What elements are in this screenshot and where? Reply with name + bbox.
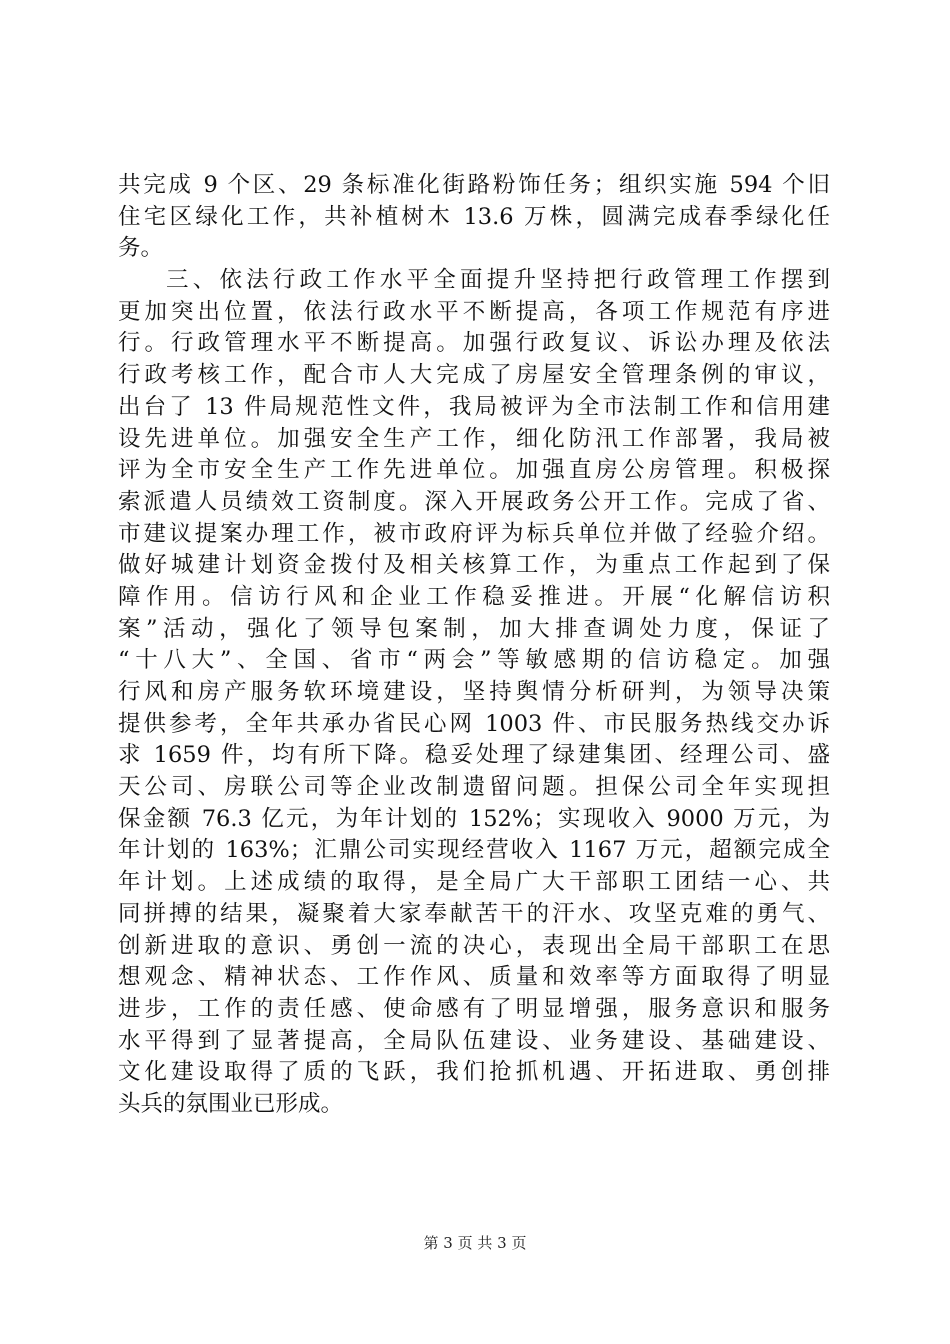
text-line: 出台了 13 件局规范性文件，我局被评为全市法制工作和信用建 (118, 393, 830, 420)
text-line: 年计划。上述成绩的取得，是全局广大干部职工团结一心、共 (118, 869, 830, 896)
text-line: 想观念、精神状态、工作作风、质量和效率等方面取得了明显 (118, 964, 830, 991)
text-line: 设先进单位。加强安全生产工作，细化防汛工作部署，我局被 (118, 425, 830, 452)
text-line: 求 1659 件，均有所下降。稳妥处理了绿建集团、经理公司、盛 (118, 742, 830, 769)
text-line: 住宅区绿化工作，共补植树木 13.6 万株，圆满完成春季绿化任 (118, 203, 830, 230)
text-line: 障作用。信访行风和企业工作稳妥推进。开展“化解信访积 (118, 583, 830, 610)
text-line: 做好城建计划资金拨付及相关核算工作，为重点工作起到了保 (118, 552, 830, 579)
text-line: 行政考核工作，配合市人大完成了房屋安全管理条例的审议， (118, 362, 830, 389)
text-line: 创新进取的意识、勇创一流的决心，表现出全局干部职工在思 (118, 932, 830, 959)
paragraph-start-line: 三、依法行政工作水平全面提升坚持把行政管理工作摆到 (166, 267, 830, 294)
text-line: 索派遣人员绩效工资制度。深入开展政务公开工作。完成了省、 (118, 488, 830, 515)
text-line: 水平得到了显著提高，全局队伍建设、业务建设、基础建设、 (118, 1027, 830, 1054)
text-line: 案”活动，强化了领导包案制，加大排查调处力度，保证了 (118, 615, 830, 642)
text-line: 头兵的氛围业已形成。 (118, 1090, 344, 1117)
text-line: 更加突出位置，依法行政水平不断提高，各项工作规范有序进 (118, 298, 830, 325)
document-body (118, 170, 830, 1121)
text-line: 行风和房产服务软环境建设，坚持舆情分析研判，为领导决策 (118, 679, 830, 705)
text-line: 行。行政管理水平不断提高。加强行政复议、诉讼办理及依法 (118, 330, 830, 357)
text-line: 天公司、房联公司等企业改制遗留问题。担保公司全年实现担 (118, 774, 830, 801)
text-line: 保金额 76.3 亿元，为年计划的 152%；实现收入 9000 万元，为 (118, 805, 830, 832)
text-line: 年计划的 163%；汇鼎公司实现经营收入 1167 万元，超额完成全 (118, 837, 830, 864)
text-line: 评为全市安全生产工作先进单位。加强直房公房管理。积极探 (118, 457, 830, 484)
text-line: 同拼搏的结果，凝聚着大家奉献苦干的汗水、攻坚克难的勇气、 (118, 900, 830, 927)
text-line: 提供参考，全年共承办省民心网 1003 件、市民服务热线交办诉 (118, 710, 830, 737)
page-number-footer: 第 3 页 共 3 页 (423, 1234, 527, 1252)
text-line: 进步，工作的责任感、使命感有了明显增强，服务意识和服务 (118, 995, 830, 1022)
text-line: 共完成 9 个区、29 条标准化街路粉饰任务；组织实施 594 个旧 (118, 172, 830, 198)
text-line: 市建议提案办理工作，被市政府评为标兵单位并做了经验介绍。 (118, 520, 830, 547)
text-line: 文化建设取得了质的飞跃，我们抢抓机遇、开拓进取、勇创排 (118, 1059, 830, 1086)
text-line: 务。 (118, 235, 164, 262)
text-line: “十八大”、全国、省市“两会”等敏感期的信访稳定。加强 (118, 647, 830, 674)
